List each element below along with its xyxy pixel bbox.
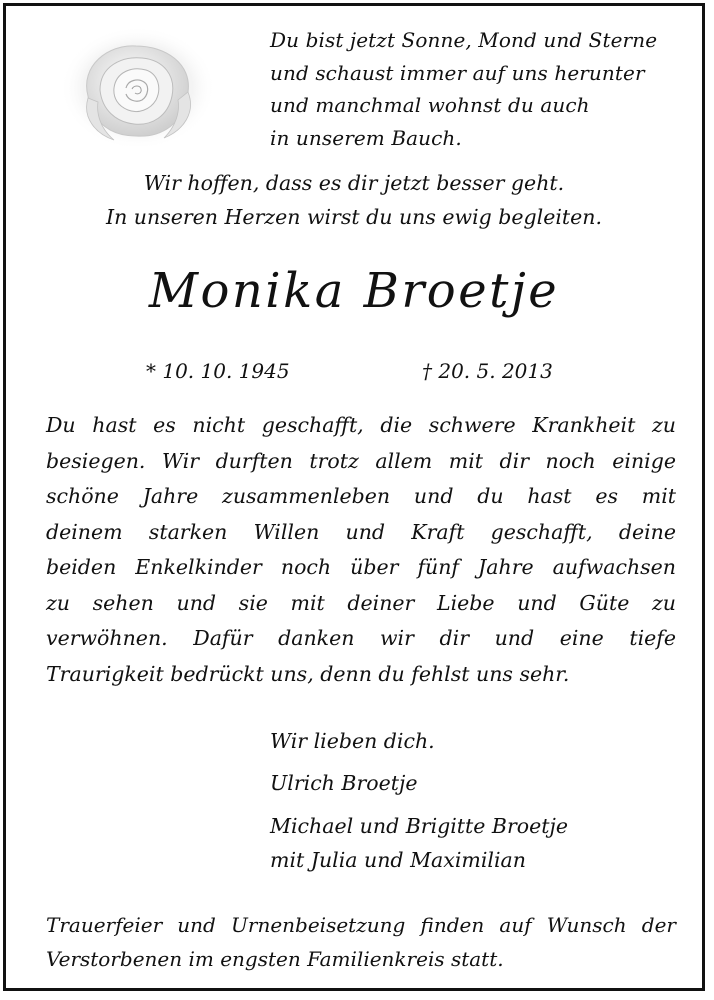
message-line: zu sehen und sie mit deiner Liebe und Güte zu (46, 590, 676, 615)
rose-icon (58, 26, 218, 156)
message-line: deinem starken Willen und Kraft geschafft, deine (46, 519, 676, 544)
closing-love: Wir lieben dich. (270, 729, 435, 753)
hope-line: In unseren Herzen wirst du uns ewig begleiten. (105, 205, 603, 229)
message-line: schöne Jahre zusammenleben und du hast es mit (46, 484, 676, 508)
funeral-note-line: Trauerfeier und Urnenbeisetzung finden auf Wunsch der (46, 913, 676, 937)
poem (270, 24, 690, 154)
signer: Ulrich Broetje (270, 771, 418, 795)
message-line: besiegen. Wir durften trotz allem mit dir noch einige (46, 448, 676, 473)
birth-date: * 10. 10. 1945 (146, 359, 290, 383)
poem-line: und schaust immer auf uns herunter (270, 60, 645, 85)
deceased-name: Monika Broetje (148, 263, 560, 319)
death-date: † 20. 5. 2013 (422, 359, 553, 383)
funeral-note-line: Verstorbenen im engsten Familienkreis statt. (46, 947, 504, 971)
poem-line: und manchmal wohnst du auch (270, 93, 590, 117)
obituary-notice (3, 3, 705, 991)
poem-line: Du bist jetzt Sonne, Mond und Sterne (270, 28, 658, 52)
hope-verse (6, 166, 702, 234)
message-line: Du hast es nicht geschafft, die schwere Krankheit zu (46, 413, 676, 437)
poem-line: in unserem Bauch. (270, 125, 462, 150)
signer: mit Julia und Maximilian (270, 848, 526, 872)
funeral-note (46, 908, 676, 976)
message-line: beiden Enkelkinder noch über fünf Jahre aufwachsen (46, 555, 676, 579)
signer: Michael und Brigitte Broetje (270, 813, 568, 838)
signers-list (270, 766, 568, 878)
message-paragraph (46, 408, 676, 692)
hope-line: Wir hoffen, dass es dir jetzt besser geht. (143, 171, 565, 195)
message-line: Traurigkeit bedrückt uns, denn du fehlst uns sehr. (46, 661, 570, 686)
message-line: verwöhnen. Dafür danken wir dir und eine tiefe (46, 626, 676, 650)
